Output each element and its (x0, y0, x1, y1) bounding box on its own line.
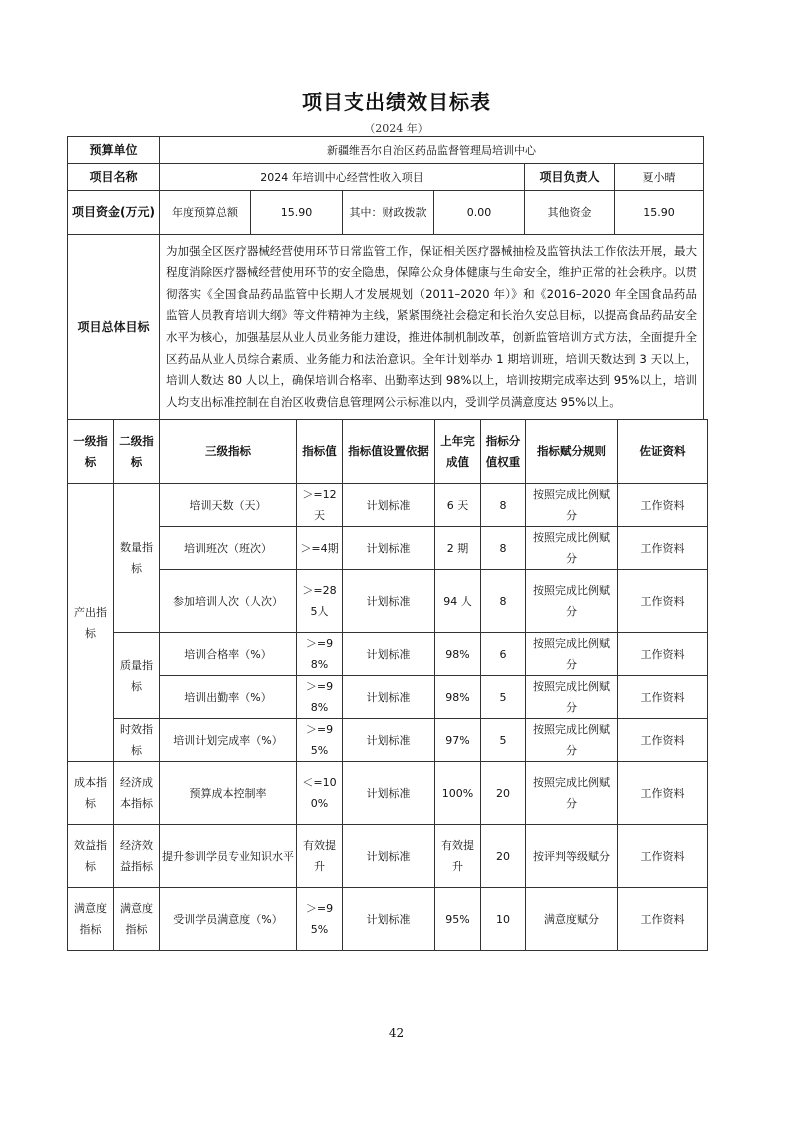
level2-indicator: 经济效益指标 (114, 825, 160, 888)
project-lead-label: 项目负责人 (525, 164, 615, 191)
table-row (68, 527, 708, 570)
table-row (68, 719, 708, 762)
project-name-label: 项目名称 (68, 164, 160, 191)
other-funds-value: 15.90 (615, 191, 704, 235)
indicator-basis: 计划标准 (343, 719, 435, 762)
indicator-target: ＞=12天 (297, 484, 343, 527)
indicator-basis: 计划标准 (343, 762, 435, 825)
indicator-basis: 计划标准 (343, 484, 435, 527)
scoring-rule: 满意度赋分 (526, 888, 618, 951)
level2-indicator: 时效指标 (114, 719, 160, 762)
level3-indicator: 提升参训学员专业知识水平 (160, 825, 297, 888)
indicator-table (67, 419, 708, 951)
table-row (68, 825, 708, 888)
evidence: 工作资料 (618, 527, 708, 570)
level1-indicator: 成本指标 (68, 762, 114, 825)
indicator-weight: 20 (481, 762, 526, 825)
level1-indicator: 满意度指标 (68, 888, 114, 951)
indicator-basis: 计划标准 (343, 633, 435, 676)
level3-indicator: 培训班次（班次） (160, 527, 297, 570)
indicator-target: ＞=4期 (297, 527, 343, 570)
indicator-weight: 20 (481, 825, 526, 888)
indicator-target: ＞=95% (297, 719, 343, 762)
last-year-value: 98% (435, 676, 481, 719)
scoring-rule: 按照完成比例赋分 (526, 633, 618, 676)
level3-indicator: 培训合格率（%） (160, 633, 297, 676)
level2-indicator: 经济成本指标 (114, 762, 160, 825)
level3-indicator: 培训出勤率（%） (160, 676, 297, 719)
last-year-value: 94 人 (435, 570, 481, 633)
level3-indicator: 预算成本控制率 (160, 762, 297, 825)
indicator-weight: 8 (481, 570, 526, 633)
column-header: 一级指标 (68, 420, 114, 484)
column-header: 三级指标 (160, 420, 297, 484)
indicator-basis: 计划标准 (343, 527, 435, 570)
level2-indicator: 数量指标 (114, 484, 160, 633)
indicator-target: ＞=98% (297, 633, 343, 676)
table-row (68, 570, 708, 633)
indicator-basis: 计划标准 (343, 676, 435, 719)
indicator-weight: 8 (481, 527, 526, 570)
indicator-target: ＜=100% (297, 762, 343, 825)
funds-label: 项目资金(万元) (68, 191, 160, 235)
indicator-target: ＞=285人 (297, 570, 343, 633)
evidence: 工作资料 (618, 888, 708, 951)
last-year-value: 2 期 (435, 527, 481, 570)
column-header: 指标值 (297, 420, 343, 484)
scoring-rule: 按评判等级赋分 (526, 825, 618, 888)
evidence: 工作资料 (618, 633, 708, 676)
evidence: 工作资料 (618, 676, 708, 719)
last-year-value: 有效提升 (435, 825, 481, 888)
scoring-rule: 按照完成比例赋分 (526, 762, 618, 825)
fiscal-label: 其中：财政拨款 (343, 191, 434, 235)
indicator-target: 有效提升 (297, 825, 343, 888)
level1-indicator: 效益指标 (68, 825, 114, 888)
last-year-value: 98% (435, 633, 481, 676)
project-lead-value: 夏小晴 (615, 164, 704, 191)
evidence: 工作资料 (618, 570, 708, 633)
last-year-value: 6 天 (435, 484, 481, 527)
scoring-rule: 按照完成比例赋分 (526, 484, 618, 527)
table-row (68, 762, 708, 825)
page-title: 项目支出绩效目标表 (302, 90, 491, 114)
indicator-weight: 6 (481, 633, 526, 676)
indicator-weight: 10 (481, 888, 526, 951)
scoring-rule: 按照完成比例赋分 (526, 676, 618, 719)
evidence: 工作资料 (618, 484, 708, 527)
annual-total-value: 15.90 (251, 191, 343, 235)
indicator-target: ＞=95% (297, 888, 343, 951)
page-number: 42 (388, 1026, 405, 1040)
level3-indicator: 受训学员满意度（%） (160, 888, 297, 951)
other-funds-label: 其他资金 (525, 191, 615, 235)
column-header: 指标分值权重 (481, 420, 526, 484)
level2-indicator: 满意度指标 (114, 888, 160, 951)
column-header: 指标赋分规则 (526, 420, 618, 484)
level3-indicator: 参加培训人次（人次） (160, 570, 297, 633)
goal-text: 为加强全区医疗器械经营使用环节日常监管工作，保证相关医疗器械抽检及监管执法工作依法开展，最大程度消除医疗器械经营使用环节的安全隐患，保障公众身体健康与生命安全，维护正常的社会秩序。以贯彻落实《全国食品药品监管中长期人才发展规划（2011–2020 年）》和《2016–2020 年全国食品药品监管人员教育培训大纲》等文件精神为主线，紧紧围绕社会稳定和长治久安总目标，以提高食品药品安全水平为核心，加强基层从业人员业务能力建设，推进体制机制改革，创新监管培训方式方法，全面提升全区药品从业人员综合素质、业务能力和法治意识。全年计划举办 1 期培训班，培训天数达到 3 天以上，培训人数达 80 人以上，确保培训合格率、出勤率达到 98%以上，培训按期完成率达到 95%以上，培训人均支出标准控制在自治区收费信息管理网公示标准以内，受训学员满意度达 95%以上。 (160, 235, 704, 420)
indicator-weight: 8 (481, 484, 526, 527)
column-header: 上年完成值 (435, 420, 481, 484)
column-header: 二级指标 (114, 420, 160, 484)
budget-unit-label: 预算单位 (68, 137, 160, 164)
indicator-header-row (68, 420, 708, 484)
column-header: 指标值设置依据 (343, 420, 435, 484)
budget-unit-value: 新疆维吾尔自治区药品监督管理局培训中心 (160, 137, 704, 164)
project-name-value: 2024 年培训中心经营性收入项目 (160, 164, 525, 191)
level3-indicator: 培训计划完成率（%） (160, 719, 297, 762)
level3-indicator: 培训天数（天） (160, 484, 297, 527)
level2-indicator: 质量指标 (114, 633, 160, 719)
evidence: 工作资料 (618, 762, 708, 825)
indicator-basis: 计划标准 (343, 888, 435, 951)
indicator-target: ＞=98% (297, 676, 343, 719)
scoring-rule: 按照完成比例赋分 (526, 719, 618, 762)
indicator-basis: 计划标准 (343, 825, 435, 888)
level1-indicator: 产出指标 (68, 484, 114, 762)
evidence: 工作资料 (618, 825, 708, 888)
table-row (68, 676, 708, 719)
column-header: 佐证资料 (618, 420, 708, 484)
scoring-rule: 按照完成比例赋分 (526, 527, 618, 570)
project-info-table (67, 136, 704, 420)
indicator-weight: 5 (481, 719, 526, 762)
table-row (68, 633, 708, 676)
table-row (68, 484, 708, 527)
annual-total-label: 年度预算总额 (160, 191, 251, 235)
indicator-weight: 5 (481, 676, 526, 719)
last-year-value: 95% (435, 888, 481, 951)
last-year-value: 97% (435, 719, 481, 762)
goal-label: 项目总体目标 (68, 235, 160, 420)
table-row (68, 888, 708, 951)
page-subtitle: （2024 年） (364, 122, 429, 135)
fiscal-value: 0.00 (434, 191, 525, 235)
evidence: 工作资料 (618, 719, 708, 762)
indicator-basis: 计划标准 (343, 570, 435, 633)
scoring-rule: 按照完成比例赋分 (526, 570, 618, 633)
last-year-value: 100% (435, 762, 481, 825)
